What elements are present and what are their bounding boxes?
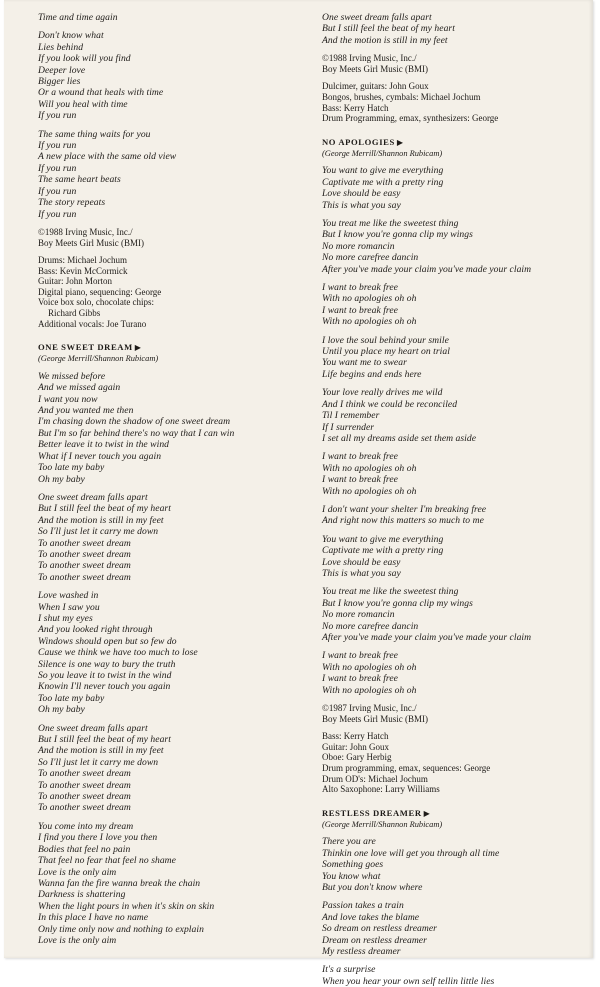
lyric-line: I want you now	[38, 393, 98, 405]
lyric-line: You treat me like the sweetest thing	[322, 218, 459, 229]
right-column	[322, 12, 590, 987]
musician-credits	[322, 81, 590, 123]
lyric-line: And I think we could be reconciled	[322, 398, 458, 410]
credit-line: Voice box solo, chocolate chips:	[38, 297, 155, 308]
credit-line: Boy Meets Girl Music (BMI)	[322, 63, 428, 74]
lyric-line: With no apologies oh oh	[322, 293, 417, 305]
lyric-line: I want to break free	[322, 474, 398, 486]
lyric-line: Time and time again	[38, 12, 118, 23]
stanza	[322, 165, 590, 211]
lyric-line: You come into my dream	[38, 820, 134, 832]
lyric-line: You treat me like the sweetest thing	[322, 586, 459, 598]
song-lyrics	[322, 836, 590, 987]
lyric-line: This is what you say	[322, 567, 401, 579]
credit-line: Boy Meets Girl Music (BMI)	[322, 713, 428, 724]
lyric-line: If you run	[38, 208, 77, 220]
song-title-text: ONE SWEET DREAM	[38, 342, 133, 353]
intro-song-lyrics	[38, 12, 296, 220]
lyric-line: I find you there I love you then	[38, 832, 158, 844]
copyright-notice	[38, 227, 296, 248]
lyric-line: To another sweet dream	[38, 548, 131, 560]
lyric-line: Something goes	[322, 859, 384, 871]
lyric-line: When the light pours in when it's skin on skin	[38, 900, 215, 912]
lyric-line: So I'll just let it carry me down	[38, 756, 159, 768]
credit-line: Bass: Kevin McCormick	[38, 265, 128, 276]
lyric-line: And love takes the blame	[322, 911, 420, 923]
credit-line: Oboe: Gary Herbig	[322, 752, 392, 763]
lyric-line: To another sweet dream	[38, 768, 131, 780]
lyric-line: Too late my baby	[38, 692, 105, 704]
copyright-notice	[322, 703, 590, 724]
lyric-line: But I still feel the beat of my heart	[38, 503, 171, 515]
lyric-line: Only time only now and nothing to explain	[38, 923, 204, 935]
lyric-line: No more romancin	[322, 609, 395, 621]
lyric-line: So dream on restless dreamer	[322, 923, 437, 935]
lyric-line: We missed before	[38, 370, 106, 382]
song-no-apologies	[322, 136, 590, 795]
lyric-line: When you hear your own self tellin little lies	[322, 975, 495, 987]
song-title	[38, 341, 296, 354]
stanza	[322, 534, 590, 580]
lyric-line: If you run	[38, 140, 77, 152]
lyric-line: Will you heal with time	[38, 98, 128, 110]
lyric-line: One sweet dream falls apart	[38, 491, 148, 503]
flag-icon: ▶	[396, 137, 404, 147]
lyric-line: Love should be easy	[322, 188, 401, 200]
credit-line: Drum Programming, emax, synthesizers: George	[322, 113, 499, 124]
lyric-line: Silence is one way to bury the truth	[38, 658, 176, 670]
song-lyrics	[322, 165, 590, 696]
credit-line: Alto Saxophone: Larry Williams	[322, 784, 440, 795]
lyric-sheet	[4, 0, 593, 987]
lyric-line: No more romancin	[322, 240, 395, 252]
lyric-line: But I still feel the beat of my heart	[38, 734, 171, 746]
lyric-line: I want to break free	[322, 650, 398, 662]
song-title-text: RESTLESS DREAMER	[322, 807, 422, 818]
stanza	[322, 586, 590, 643]
lyric-line: With no apologies oh oh	[322, 661, 417, 673]
lyric-line: One sweet dream falls apart	[38, 722, 148, 734]
lyric-line: Bodies that feel no pain	[38, 843, 131, 855]
lyric-line: To another sweet dream	[38, 802, 131, 814]
stanza	[38, 723, 296, 814]
lyric-line: A new place with the same old view	[38, 151, 177, 163]
lyric-line: That feel no fear that feel no shame	[38, 855, 176, 867]
credit-line: Additional vocals: Joe Turano	[38, 318, 147, 329]
stanza	[322, 12, 590, 46]
lyric-line: Windows should open but so few do	[38, 635, 177, 647]
credit-line: Drum programming, emax, sequences: George	[322, 763, 491, 773]
lyric-line: I love the soul behind your smile	[322, 334, 449, 346]
lyric-line: If you run	[38, 185, 77, 197]
lyric-line: Bigger lies	[38, 76, 81, 88]
lyric-line: Darkness is shattering	[38, 889, 126, 901]
credit-line: Guitar: John Morton	[38, 276, 112, 287]
stanza	[322, 900, 590, 957]
lyric-line: I'm chasing down the shadow of one sweet dream	[38, 416, 231, 428]
credit-line: Digital piano, sequencing: George	[38, 286, 162, 297]
musician-credits	[38, 255, 296, 329]
lyric-line: With no apologies oh oh	[322, 462, 417, 474]
lyric-line: There you are	[322, 836, 376, 848]
stanza	[322, 282, 590, 328]
lyric-line: My restless dreamer	[322, 946, 401, 958]
stanza	[38, 129, 296, 220]
lyric-line: But I'm so far behind there's no way that I can win	[38, 427, 235, 439]
credit-line: ©1987 Irving Music, Inc./	[322, 703, 417, 714]
musician-credits	[322, 731, 590, 795]
song-title	[322, 807, 590, 820]
lyric-line: And the motion is still in my feet	[38, 514, 164, 526]
lyric-line: But I know you're gonna clip my wings	[322, 597, 473, 609]
lyric-line: Don't know what	[38, 30, 104, 42]
lyric-line: Oh my baby	[38, 473, 85, 485]
songwriters: (George Merrill/Shannon Rubicam)	[322, 819, 443, 829]
credit-line: Drum OD's: Michael Jochum	[322, 773, 428, 784]
lyric-line: If you look will you find	[38, 53, 131, 65]
lyric-line: Captivate me with a pretty ring	[322, 545, 444, 557]
lyric-line: What if I never touch you again	[38, 450, 162, 462]
lyric-line: You want to give me everything	[322, 533, 444, 545]
lyric-line: Too late my baby	[38, 462, 105, 474]
lyric-line: Captivate me with a pretty ring	[322, 176, 444, 188]
lyric-line: Dream on restless dreamer	[322, 934, 427, 946]
lyric-line: Love is the only aim	[38, 866, 117, 878]
credit-line: ©1988 Irving Music, Inc./	[38, 226, 133, 237]
lyric-line: One sweet dream falls apart	[322, 12, 432, 23]
flag-icon: ▶	[423, 808, 431, 818]
lyric-line: But I still feel the beat of my heart	[322, 23, 455, 35]
stanza	[322, 218, 590, 275]
lyric-line: Lies behind	[38, 41, 84, 53]
lyric-line: I want to break free	[322, 451, 398, 463]
stanza	[38, 30, 296, 121]
credit-line: Bass: Kerry Hatch	[322, 731, 389, 742]
lyric-line: I don't want your shelter I'm breaking free	[322, 503, 487, 515]
lyric-line: Or a wound that heals with time	[38, 87, 164, 99]
song-title-text: NO APOLOGIES	[322, 136, 395, 147]
lyric-line: And right now this matters so much to me	[322, 515, 484, 527]
copyright-notice	[322, 53, 590, 74]
lyric-line: To another sweet dream	[38, 537, 131, 549]
stanza	[38, 821, 296, 946]
credit-line: Bongos, brushes, cymbals: Michael Jochum	[322, 92, 481, 102]
lyric-line: I want to break free	[322, 282, 398, 294]
songwriters: (George Merrill/Shannon Rubicam)	[38, 354, 159, 364]
lyric-line: The same heart beats	[38, 174, 121, 186]
lyric-line: After you've made your claim you've made your claim	[322, 263, 532, 275]
credit-line: ©1988 Irving Music, Inc./	[322, 53, 417, 64]
stanza	[322, 335, 590, 381]
lyric-line: The story repeats	[38, 197, 106, 209]
stanza	[322, 504, 590, 527]
lyric-line: No more carefree dancin	[322, 252, 419, 264]
lyric-line: The same thing waits for you	[38, 128, 151, 140]
lyric-line: Cause we think we have too much to lose	[38, 647, 198, 659]
lyric-line: In this place I have no name	[38, 912, 149, 924]
lyric-line: You want me to swear	[322, 357, 407, 369]
credit-line: Dulcimer, guitars: John Goux	[322, 81, 429, 92]
lyric-line: So you leave it to twist in the wind	[38, 670, 172, 681]
lyric-line: Love should be easy	[322, 556, 401, 568]
lyric-line: I shut my eyes	[38, 612, 93, 624]
credit-line: Guitar: John Goux	[322, 741, 389, 752]
lyric-line: And the motion is still in my feet	[322, 34, 448, 46]
lyric-line: Til I remember	[322, 410, 380, 422]
lyric-line: If you run	[38, 110, 77, 122]
credit-line: Bass: Kerry Hatch	[322, 102, 389, 113]
lyric-line: This is what you say	[322, 199, 401, 211]
lyric-line: You know what	[322, 870, 381, 882]
lyric-line: Better leave it to twist in the wind	[38, 439, 170, 451]
lyric-line: And you wanted me then	[38, 405, 134, 417]
lyric-line: Life begins and ends here	[322, 368, 422, 380]
lyric-line: You want to give me everything	[322, 165, 444, 177]
stanza	[38, 12, 296, 23]
credit-line: Drums: Michael Jochum	[38, 255, 127, 266]
continued-lyrics	[322, 12, 590, 46]
songwriters: (George Merrill/Shannon Rubicam)	[322, 148, 443, 158]
lyric-line: To another sweet dream	[38, 779, 131, 791]
song-title	[322, 136, 590, 149]
stanza	[322, 650, 590, 696]
lyric-line: But I know you're gonna clip my wings	[322, 229, 473, 241]
lyric-line: If I surrender	[322, 421, 375, 433]
stanza	[322, 836, 590, 893]
lyric-line: It's a surprise	[322, 964, 376, 976]
stanza	[38, 371, 296, 485]
lyric-line: And the motion is still in my feet	[38, 745, 164, 757]
lyric-line: So I'll just let it carry me down	[38, 526, 159, 538]
lyric-line: But you don't know where	[322, 882, 423, 893]
stanza	[38, 590, 296, 715]
stanza	[322, 964, 590, 987]
credit-line: Richard Gibbs	[48, 308, 101, 319]
lyric-line: To another sweet dream	[38, 571, 131, 583]
lyric-line: Until you place my heart on trial	[322, 346, 450, 358]
lyric-line: Deeper love	[38, 64, 86, 76]
lyric-line: I want to break free	[322, 673, 398, 685]
lyric-line: No more carefree dancin	[322, 620, 419, 632]
stanza	[38, 492, 296, 583]
lyric-line: Knowin I'll never touch you again	[38, 681, 171, 693]
lyric-line: With no apologies oh oh	[322, 316, 417, 328]
lyric-line: With no apologies oh oh	[322, 684, 417, 696]
song-lyrics	[38, 371, 296, 947]
lyric-line: With no apologies oh oh	[322, 485, 417, 497]
lyric-line: Love is the only aim	[38, 934, 117, 946]
credit-line: Boy Meets Girl Music (BMI)	[38, 237, 144, 248]
lyric-line: Love washed in	[38, 590, 99, 602]
lyric-line: Passion takes a train	[322, 900, 404, 912]
lyric-line: And we missed again	[38, 382, 121, 394]
lyric-line: I want to break free	[322, 304, 398, 316]
lyric-line: To another sweet dream	[38, 560, 131, 572]
lyric-line: Wanna fan the fire wanna break the chain	[38, 877, 201, 889]
stanza	[322, 451, 590, 497]
lyric-line: And you looked right through	[38, 624, 153, 636]
lyric-line: If you run	[38, 162, 77, 174]
stanza	[322, 387, 590, 444]
lyric-line: Your love really drives me wild	[322, 387, 443, 399]
flag-icon: ▶	[134, 343, 142, 353]
lyric-line: I set all my dreams aside set them aside	[322, 432, 477, 444]
lyric-line: To another sweet dream	[38, 791, 131, 803]
song-one-sweet-dream	[38, 341, 296, 946]
lyric-line: After you've made your claim you've made your claim	[322, 632, 532, 643]
song-restless-dreamer	[322, 807, 590, 987]
lyric-line: Oh my baby	[38, 704, 85, 716]
lyric-line: Thinkin one love will get you through all time	[322, 847, 500, 859]
left-column	[38, 12, 296, 946]
lyric-line: When I saw you	[38, 601, 100, 613]
